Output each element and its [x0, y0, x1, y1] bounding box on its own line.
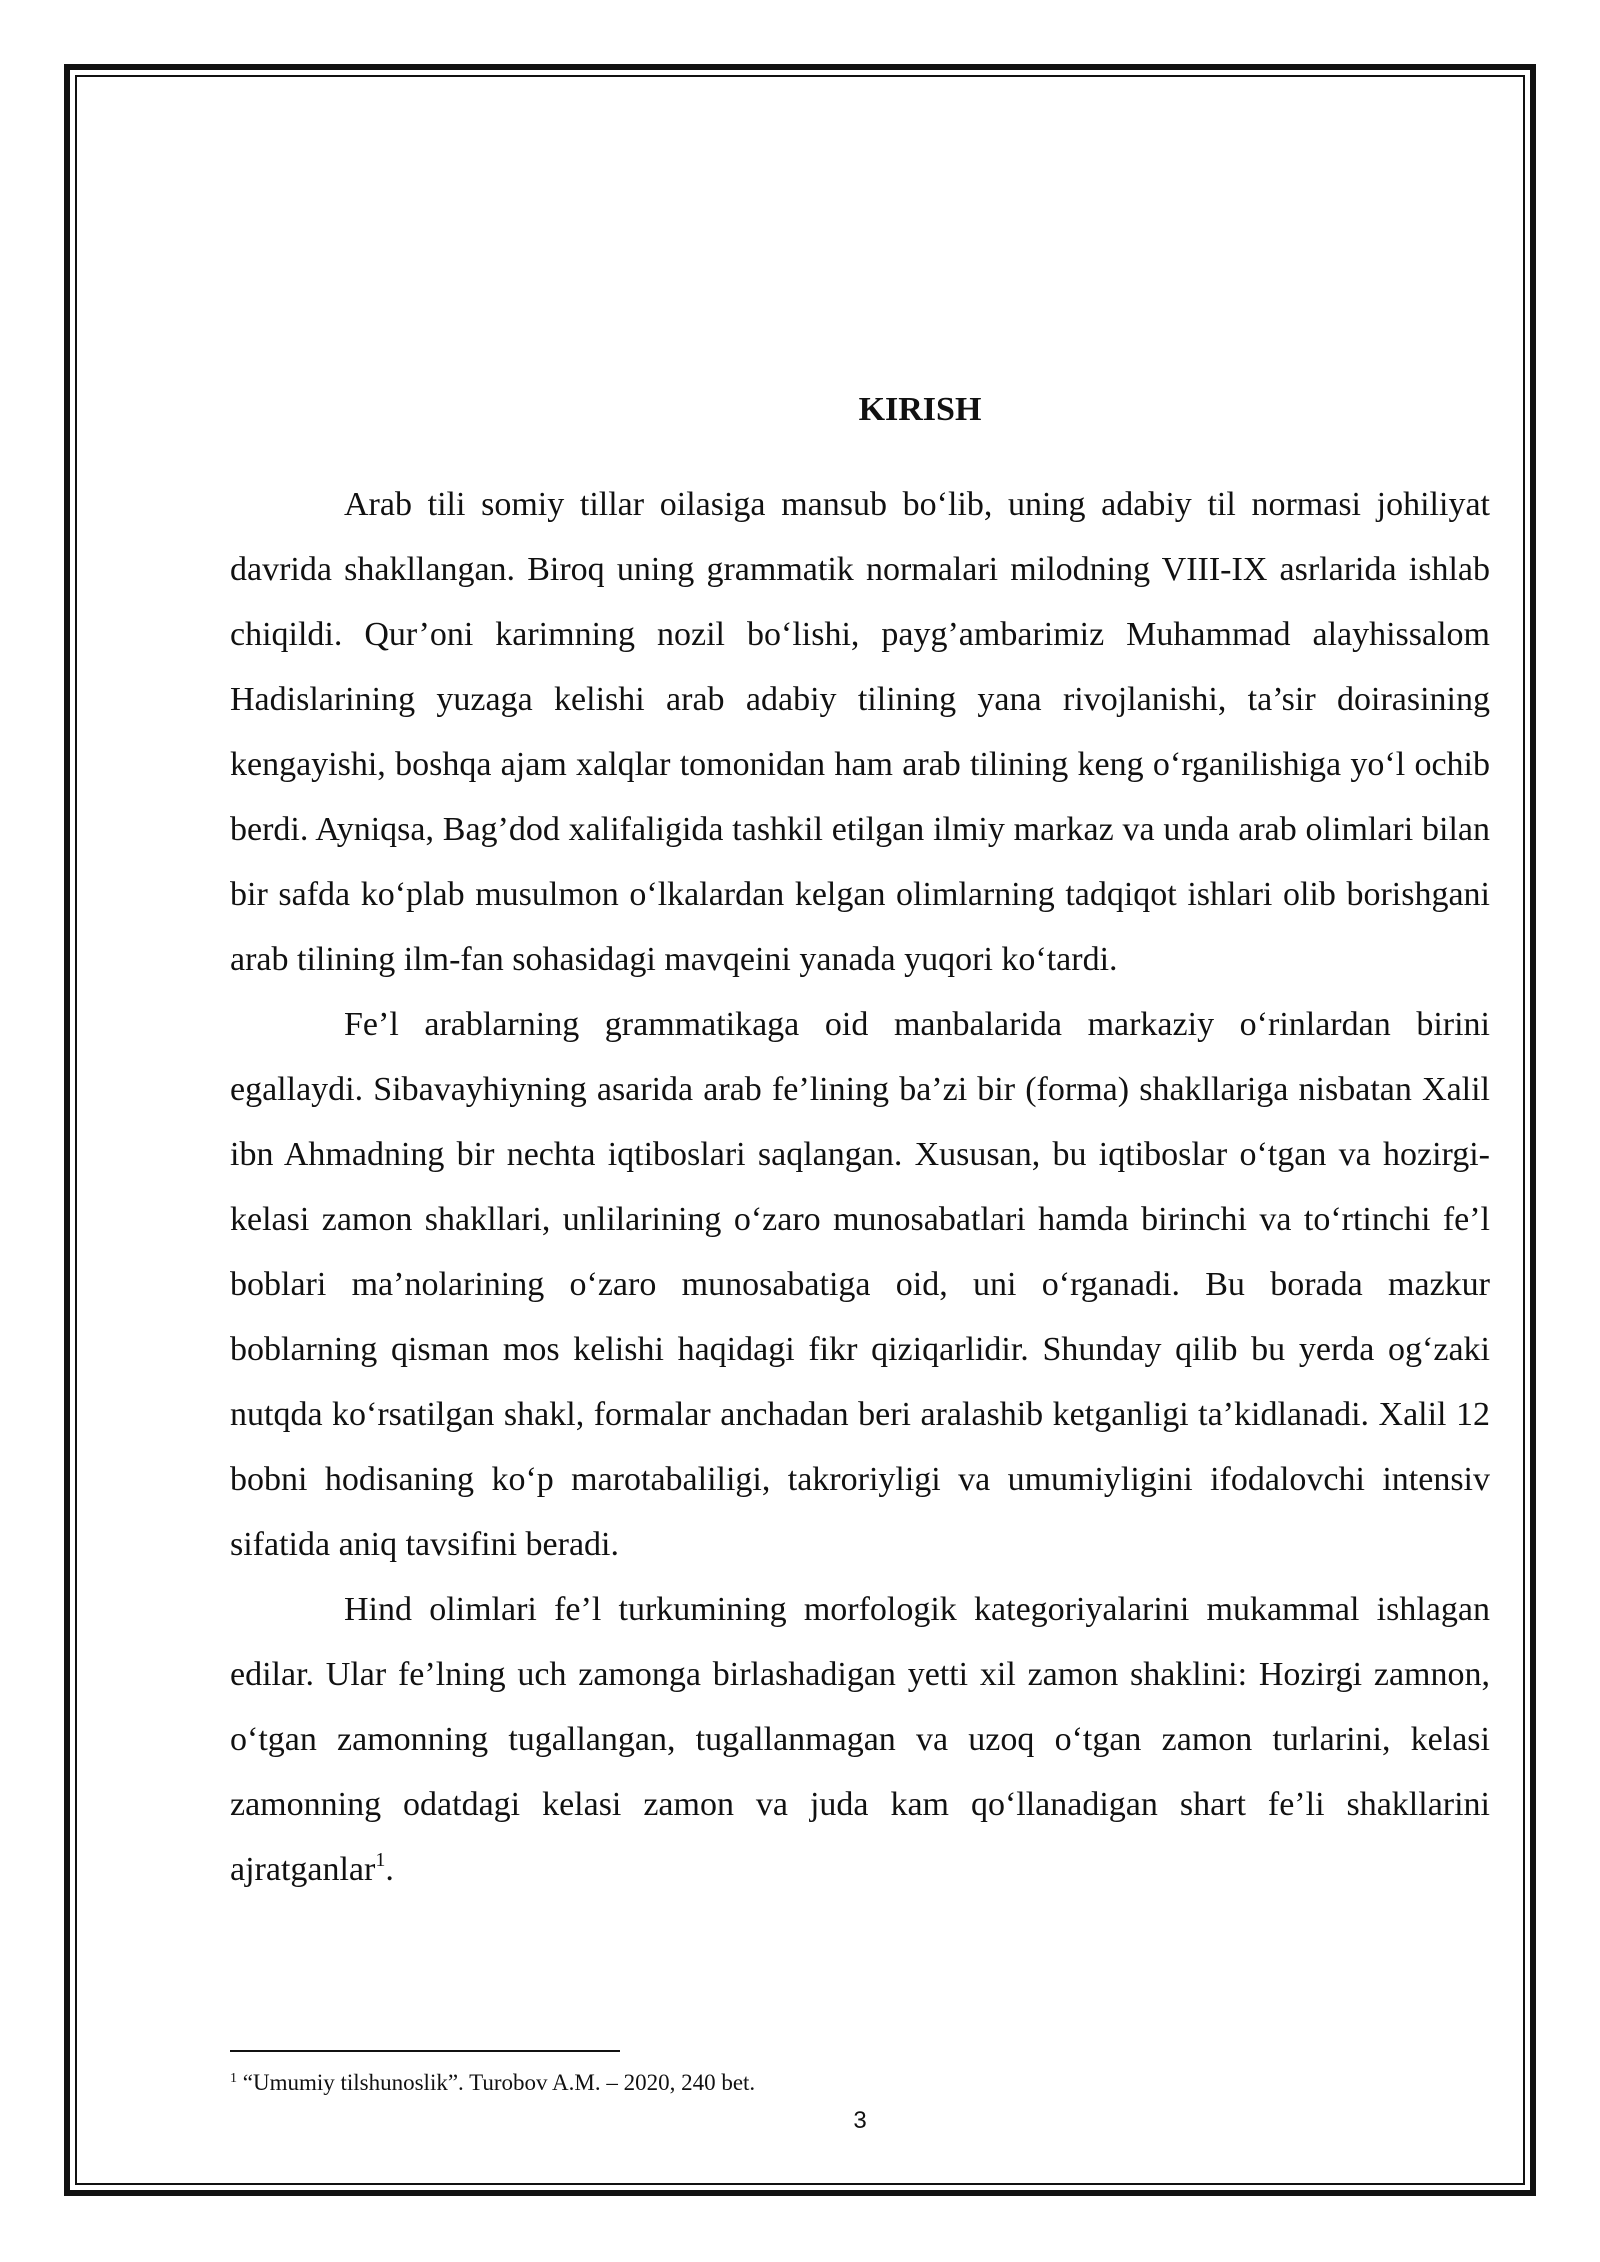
footnote: [230, 2068, 1490, 2098]
paragraph-1: Arab tili somiy tillar oilasiga mansub bo‘lib, uning adabiy til normasi johiliyat davrida shakllangan. Biroq uning grammatik normalari milodning VIII-IX asrlarida ishlab chiqildi. Qur’oni karimning nozil bo‘lishi, payg’ambarimiz Muhammad alayhissalom Hadislarining yuzaga kelishi arab adabiy tilining yana rivojlanishi, ta’sir doirasining kengayishi, boshqa ajam xalqlar tomonidan ham arab tilining keng o‘rganilishiga yo‘l ochib berdi. Ayniqsa, Bag’dod xalifaligida tashkil etilgan ilmiy markaz va unda arab olimlari bilan bir safda ko‘plab musulmon o‘lkalardan kelgan olimlarning tadqiqot ishlari olib borishgani arab tilining ilm-fan sohasidagi mavqeini yanada yuqori ko‘tardi.: [230, 486, 1490, 978]
footnote-reference[interactable]: 1: [375, 1849, 386, 1871]
paragraph-3: [230, 1577, 1490, 1902]
page-title: KIRISH: [858, 391, 982, 428]
footnote-text: “Umumiy tilshunoslik”. Turobov A.M. – 2020, 240 bet.: [237, 2070, 756, 2095]
footnote-mark: 1: [230, 2071, 237, 2086]
paragraph-2: Fe’l arablarning grammatikaga oid manbalarida markaziy o‘rinlardan birini egallaydi. Sibavayhiyning asarida arab fe’lining ba’zi bir (forma) shakllariga nisbatan Xalil ibn Ahmadning bir nechta iqtiboslari saqlangan. Xususan, bu iqtiboslar o‘tgan va hozirgi-kelasi zamon shakllari, unlilarining o‘zaro munosabatlari hamda birinchi va to‘rtinchi fe’l boblari ma’nolarining o‘zaro munosabatiga oid, uni o‘rganadi. Bu borada mazkur boblarning qisman mos kelishi haqidagi fikr qiziqarlidir. Shunday qilib bu yerda og‘zaki nutqda ko‘rsatilgan shakl, formalar anchadan beri aralashib ketganligi ta’kidlanadi. Xalil 12 bobni hodisaning ko‘p marotabaliligi, takroriyligi va umumiyligini ifodalovchi intensiv sifatida aniq tavsifini beradi.: [230, 1006, 1490, 1563]
paragraph-3-end: .: [385, 1851, 394, 1888]
page-number: 3: [853, 2107, 867, 2134]
footnote-separator: [230, 2050, 620, 2052]
page-body: [230, 390, 1490, 1902]
paragraph-3-text: Hind olimlari fe’l turkumining morfologik kategoriyalarini mukammal ishlagan edilar. Ular fe’lning uch zamonga birlashadigan yetti xil zamon shaklini: Hozirgi zamnon, o‘tgan zamonning tugallangan, tugallanmagan va uzoq o‘tgan zamon turlarini, kelasi zamonning odatdagi kelasi zamon va juda kam qo‘llanadigan shart fe’li shakllarini ajratganlar: [230, 1591, 1490, 1888]
